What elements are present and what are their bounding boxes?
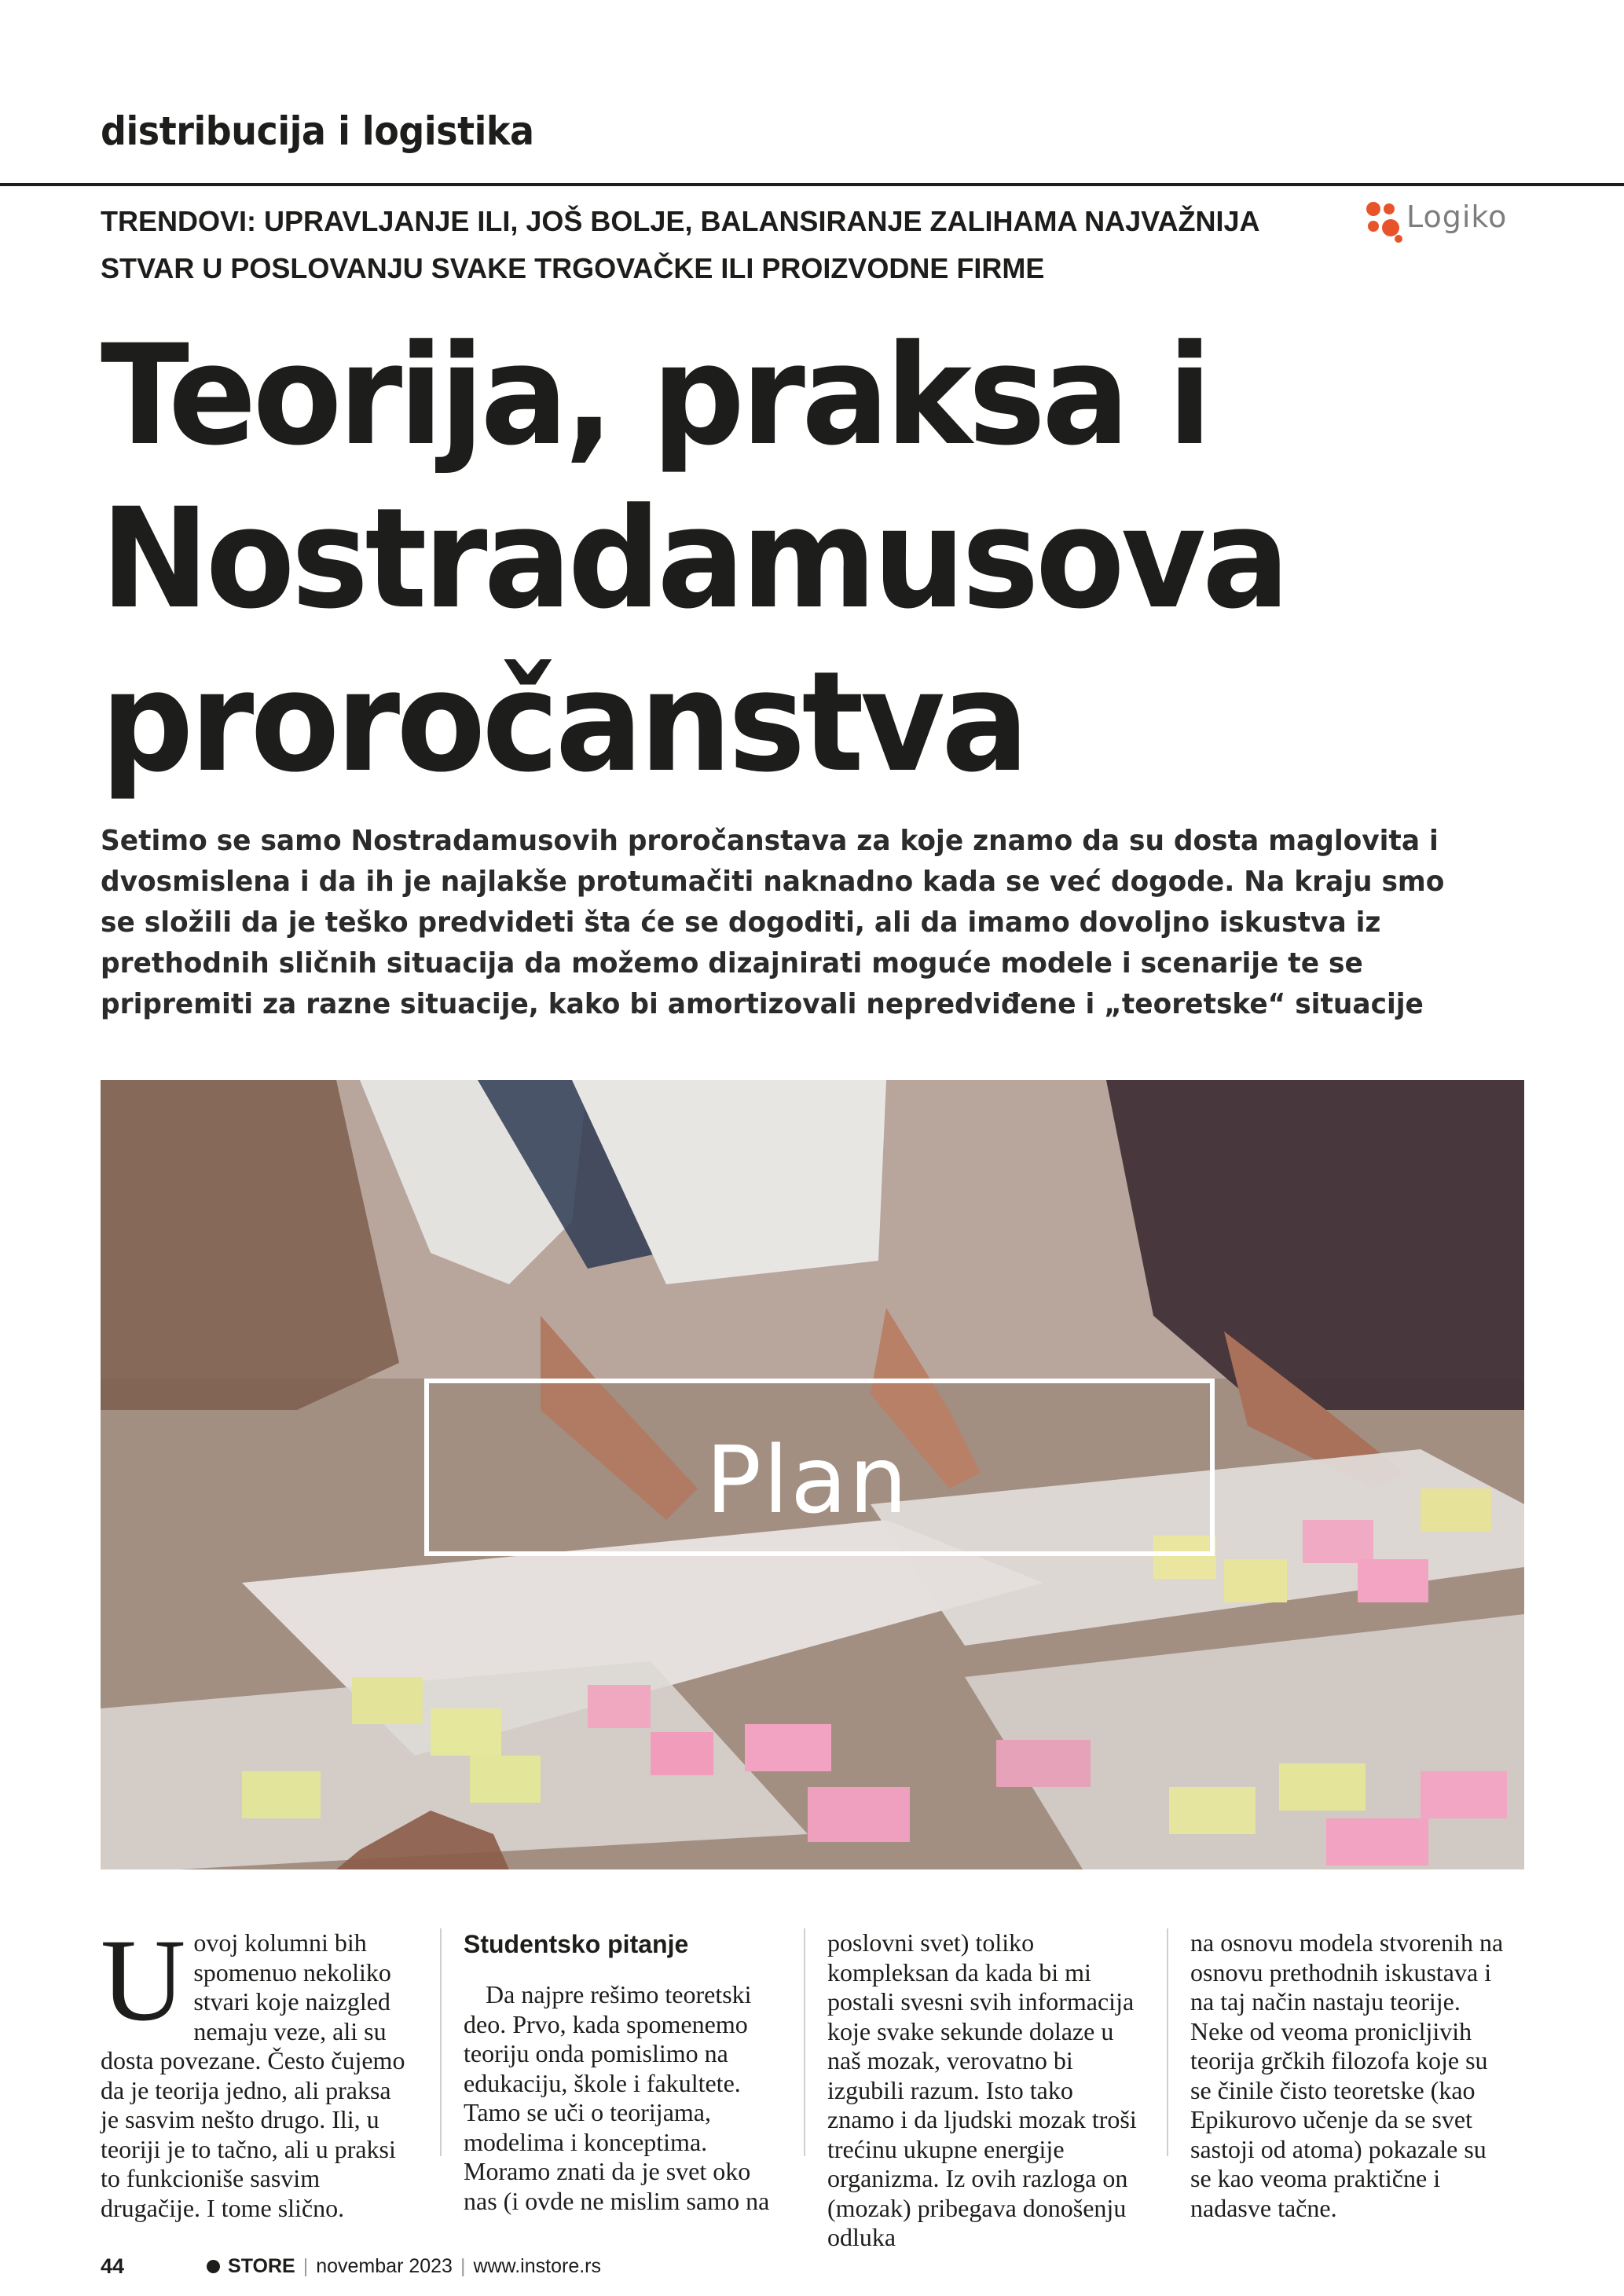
logo-text: Logiko <box>1406 200 1508 234</box>
dropcap: U <box>101 1915 186 2045</box>
headline-line-1: Teorija, praksa i <box>101 315 1209 476</box>
kicker: TRENDOVI: UPRAVLJANJE ILI, JOŠ BOLJE, BALANSIRANJE ZALIHAMA NAJVAŽNIJA STVAR U POSLOVANJU SVAKE TRGOVAČKE ILI PROIZVODNE FIRME <box>101 205 1259 284</box>
footer-brand: STORE <box>228 2254 295 2277</box>
section-label: distribucija i logistika <box>101 108 534 154</box>
subheading: Studentsko pitanje <box>464 1930 689 1958</box>
headline-line-3: proročanstva <box>101 642 1026 803</box>
logiko-logo[interactable] <box>1362 195 1527 250</box>
body-column-4-text: na osnovu modela stvorenih na osnovu prethodnih iskustava i na taj način nastaju teorije. Neke od veoma pronicljivih teorija grčkih filozofa koje su se činile čisto teoretske (kao Epikurovo učenje da se svet sastoji od atoma) pokazale su se kao veoma praktične i nadasve tačne. <box>1190 1928 1504 2222</box>
column-divider <box>804 1928 805 2156</box>
headline <box>101 314 1430 804</box>
footer-separator: | <box>460 2254 466 2277</box>
body-column-3-text: poslovni svet) toliko kompleksan da kada bi mi postali svesni svih informacija koje svake sekunde dolaze u naš mozak, verovatno bi izgubili razum. Isto tako znamo i da ljudski mozak troši trećinu ukupne energije organizma. Iz ovih razloga on (mozak) pribegava donošenju odluka <box>827 1928 1137 2251</box>
lead-paragraph: Setimo se samo Nostradamusovih proročanstava za koje znamo da su dosta maglovita i dvosmislena i da ih je najlakše protumačiti naknadno kada se već dogode. Na kraju smo se složili da je teško predvideti šta će se dogoditi, ali da imamo dovoljno iskustva iz prethodnih sličnih situacija da možemo dizajnirati moguće modele i scenarije te se pripremiti za razne situacije, kako bi amortizovali nepredviđene i „teoretske“ situacije <box>101 825 1445 1020</box>
body-column-2-text: Da najpre rešimo teoretski deo. Prvo, kada spomenemo teoriju onda pomislimo na edukaciju, škole i fakultete. Tamo se uči o teorijama, modelima i konceptima. Moramo znati da je svet oko nas (i ovde ne mislim samo na <box>464 1980 770 2215</box>
body-column-3 <box>827 1928 1142 2253</box>
page-number: 44 <box>101 2254 125 2278</box>
photo-caption-word: Plan <box>706 1426 910 1534</box>
instore-logo-icon <box>207 2260 220 2273</box>
body-column-4 <box>1190 1928 1505 2223</box>
header-rule <box>0 183 1624 186</box>
article-photo <box>101 1080 1524 1869</box>
headline-line-2: Nostradamusova <box>101 478 1286 639</box>
column-divider <box>440 1928 442 2156</box>
footer-separator: | <box>302 2254 309 2277</box>
column-divider <box>1167 1928 1168 2156</box>
page-footer <box>101 2250 601 2282</box>
logiko-mark-icon <box>1362 198 1406 245</box>
footer-issue: novembar 2023 <box>316 2254 453 2277</box>
footer-url[interactable]: www.instore.rs <box>473 2254 601 2277</box>
body-column-2 <box>464 1928 778 2216</box>
body-column-1-text: ovoj kolumni bih spomenuo nekoliko stvari koje naizgled nemaju veze, ali su dosta povezane. Često čujemo da je teorija jedno, ali praksa je sasvim nešto drugo. Ili, u teoriji je to tačno, ali u praksi to funkcioniše sasvim drugačije. I tome slično. <box>101 1928 405 2222</box>
body-column-1 <box>101 1915 415 2223</box>
